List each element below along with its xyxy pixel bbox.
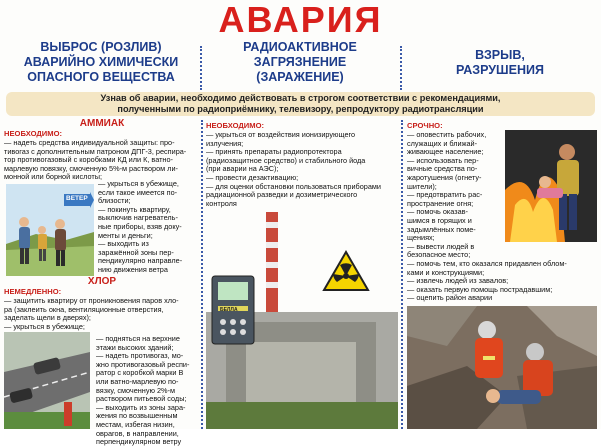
ammonia-title: АММИАК bbox=[79, 118, 125, 129]
chlorine-label: НЕМЕДЛЕННО: bbox=[4, 287, 62, 296]
rescue-illustration bbox=[505, 130, 597, 242]
ammonia-label: НЕОБХОДИМО: bbox=[4, 129, 63, 138]
nuclear-plant-icon bbox=[206, 212, 398, 429]
rescuers-at-rubble-icon bbox=[407, 306, 597, 429]
ammonia-instructions: — надеть средства индивидуальной защиты: про- тивогаз с дополнительным патроном ДПГ-3, респира- тор противогазовый с коробками КД или К, ватно- марлевую повязку, смоченную 5%-м раствором ли- монной или борной кислоты; bbox=[4, 138, 187, 182]
wind-sign: ВЕТЕР bbox=[66, 195, 88, 202]
radiation-label: НЕОБХОДИМО: bbox=[206, 121, 265, 130]
highway-cars-icon bbox=[4, 332, 90, 429]
column-heading-radiation: РАДИОАКТИВНОЕ ЗАГРЯЗНЕНИЕ (ЗАРАЖЕНИЕ) bbox=[243, 40, 357, 84]
explosion-instructions-continued: — помочь тем, кто оказался придавлен облом- ками и конструкциями; — извлечь людей из завалов; — оказать первую помощь пострадавшим; — оцепить район аварии bbox=[407, 259, 567, 303]
chlorine-title: ХЛОР bbox=[87, 276, 117, 287]
page-title: АВАРИЯ bbox=[218, 0, 383, 40]
road-illustration bbox=[4, 332, 90, 429]
column-divider bbox=[401, 120, 403, 429]
instruction-banner: Узнав об аварии, необходимо действовать в строгом соответствии с рекомендациями, полученными по радиоприёмнику, телевизору, репродуктору радиотрансляции bbox=[6, 92, 595, 116]
column-heading-chemical: ВЫБРОС (РОЗЛИВ) АВАРИЙНО ХИМИЧЕСКИ ОПАСНОГО ВЕЩЕСТВА bbox=[23, 40, 179, 84]
evacuation-illustration bbox=[6, 184, 94, 276]
column-divider bbox=[200, 46, 202, 90]
radiation-instructions: — укрыться от воздействия ионизирующего излучения; — принять препараты радиопротектора (радиозащитное средство) и стабильного йода (при аварии на АЭС); — провести дезактивацию; — для оценки обстановки пользоваться приборами радиационной разведки и дозиметрического контроля bbox=[206, 130, 381, 208]
nuclear-plant-illustration bbox=[206, 212, 398, 429]
rubble-rescue-illustration bbox=[407, 306, 597, 429]
column-heading-explosion: ВЗРЫВ, РАЗРУШЕНИЯ bbox=[456, 48, 544, 77]
column-divider bbox=[201, 120, 203, 429]
rescuer-carrying-child-icon bbox=[505, 130, 597, 242]
chlorine-instructions: — защитить квартиру от проникновения паров хло- ра (заклеить окна, вентиляционные отверстия, заделать щели в дверях); — укрыться в убежище; bbox=[4, 296, 179, 331]
chlorine-instructions-continued: — подняться на верхние этажи высоких зданий; — надеть противогаз, мо- жно противогазовый респи- ратор с коробкой марки В или ватно-марлевую по- вязку, смоченную 2%-м раствором питьевой соды; — выходить из зоны зара- жения по возвышенным местам, избегая низин, оврагов, в направлении, перпендикулярном ветру bbox=[96, 334, 190, 447]
column-divider bbox=[400, 46, 402, 90]
ammonia-instructions-continued: — укрыться в убежище, если такое имеется по- близости; — покинуть квартиру, выключив нагреватель- ные приборы, взяв доку- менты и деньги; — выходить из заражённой зоны пер- пендикулярно направле- нию движения ветра bbox=[98, 179, 183, 274]
explosion-instructions: — оповестить рабочих, служащих и ближай- живающее население; — использовать пер- вичные средства по- жаротушения (огнету- шители); — предотвратить рас- пространение огня; — помочь оказав- шимся в горящих и задымлённых поме- щениях; — вывести людей в безопасное место; bbox=[407, 130, 487, 260]
dosimeter-label: БЕЛЛА bbox=[220, 307, 238, 313]
explosion-label: СРОЧНО: bbox=[407, 121, 443, 130]
